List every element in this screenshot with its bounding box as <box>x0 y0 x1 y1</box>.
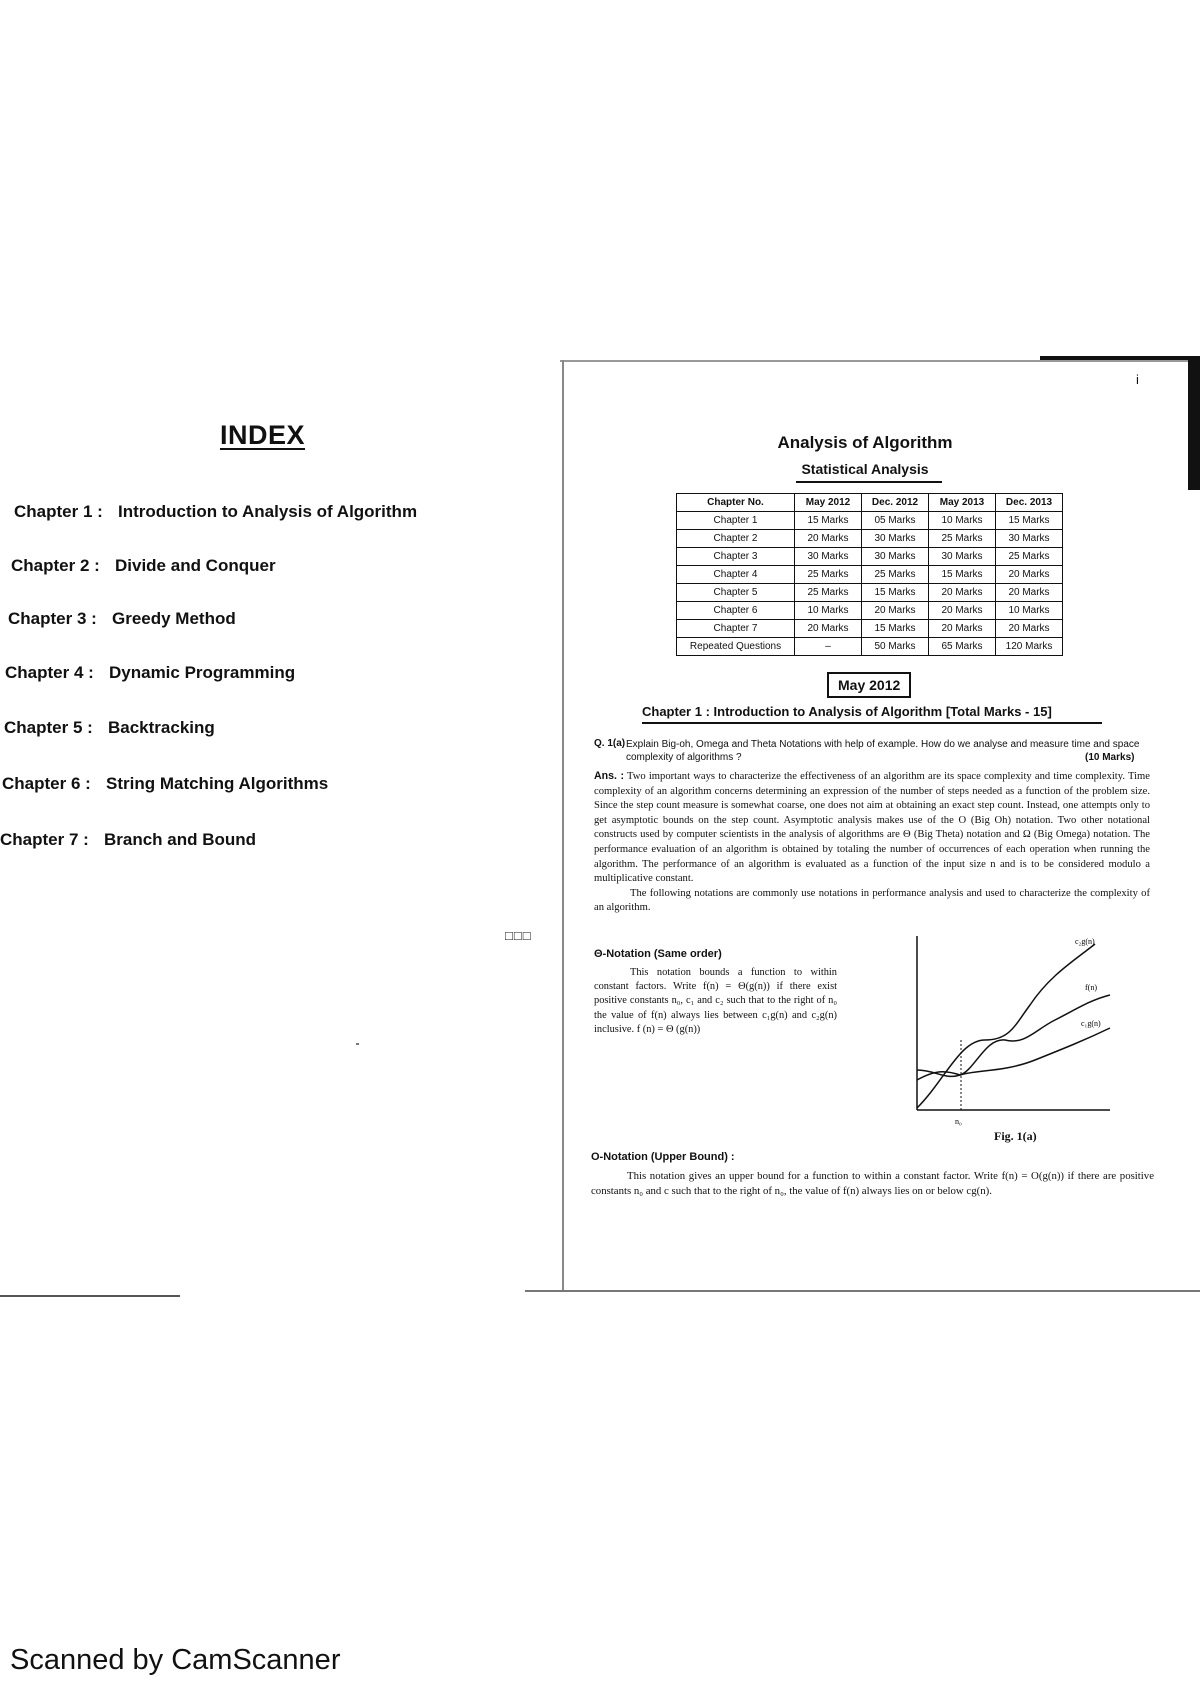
table-cell: 30 Marks <box>862 530 929 548</box>
table-cell: 15 Marks <box>929 566 996 584</box>
table-cell: 10 Marks <box>795 602 862 620</box>
scan-speck <box>356 1043 359 1045</box>
index-chapter-2[interactable] <box>11 556 276 576</box>
graph-label-top: c₂g(n) <box>1075 937 1095 946</box>
table-cell: 20 Marks <box>996 620 1063 638</box>
graph-label-n0: n₀ <box>955 1117 962 1126</box>
table-cell: Chapter 4 <box>677 566 795 584</box>
exam-session-box: May 2012 <box>827 672 911 698</box>
answer-paragraph-2: The following notations are commonly use notations in performance analysis and used to characterize the complexity of an algorithm. <box>594 887 1150 914</box>
page-right-shadow <box>1188 360 1200 490</box>
page-top-shadow <box>1040 356 1200 360</box>
table-cell: 15 Marks <box>862 620 929 638</box>
answer-block <box>594 769 1150 916</box>
table-cell: 10 Marks <box>996 602 1063 620</box>
table-cell: 20 Marks <box>795 620 862 638</box>
chapter-title: String Matching Algorithms <box>106 774 329 793</box>
table-row <box>677 638 1063 656</box>
question-label: Q. 1(a) <box>594 738 626 749</box>
chapter-title: Backtracking <box>108 718 215 737</box>
table-cell: 20 Marks <box>996 584 1063 602</box>
question-marks: (10 Marks) <box>1085 752 1135 763</box>
table-cell: 30 Marks <box>996 530 1063 548</box>
chapter-number: Chapter 3 : <box>8 609 97 628</box>
index-end-mark: □□□ <box>505 928 532 943</box>
page-bottom-rule <box>525 1290 1200 1292</box>
chapter-number: Chapter 7 : <box>0 830 89 849</box>
table-header-cell: Chapter No. <box>677 494 795 512</box>
page-subtitle: Statistical Analysis <box>801 461 929 477</box>
table-cell: 15 Marks <box>996 512 1063 530</box>
table-header-cell: May 2013 <box>929 494 996 512</box>
chapter-title: Divide and Conquer <box>115 556 276 575</box>
table-cell: Repeated Questions <box>677 638 795 656</box>
graph-curve-c1g <box>917 1028 1110 1076</box>
theta-paragraph: This notation bounds a function to within constant factors. Write f(n) = Θ(g(n)) if there exist positive constants n₀, c₁ and c₂ such that to the right of n₀ the value of f(n) always lies between c₁g(n) and c₂g(n) inclusive. f (n) = Θ (g(n)) <box>594 967 837 1035</box>
table-cell: 20 Marks <box>862 602 929 620</box>
table-cell: Chapter 7 <box>677 620 795 638</box>
chapter-title: Branch and Bound <box>104 830 257 849</box>
index-chapter-4[interactable] <box>5 663 295 683</box>
table-header-cell: May 2012 <box>795 494 862 512</box>
table-cell: 20 Marks <box>996 566 1063 584</box>
big-o-heading: O-Notation (Upper Bound) : <box>591 1151 735 1163</box>
page-title: Analysis of Algorithm <box>777 433 953 452</box>
table-cell: 15 Marks <box>795 512 862 530</box>
index-chapter-1[interactable] <box>14 502 417 522</box>
page-edge-rule <box>0 1295 180 1297</box>
table-row <box>677 620 1063 638</box>
figure-caption: Fig. 1(a) <box>994 1129 1037 1143</box>
scanner-watermark: Scanned by CamScanner <box>10 1644 341 1676</box>
table-header-cell: Dec. 2012 <box>862 494 929 512</box>
table-cell: 25 Marks <box>996 548 1063 566</box>
index-chapter-7[interactable] <box>0 830 256 850</box>
table-cell: 20 Marks <box>929 620 996 638</box>
chapter-title: Dynamic Programming <box>109 663 296 682</box>
table-header-row <box>677 494 1063 512</box>
chapter-number: Chapter 1 : <box>14 502 103 521</box>
table-cell: 10 Marks <box>929 512 996 530</box>
table-cell: 25 Marks <box>929 530 996 548</box>
answer-label: Ans. : <box>594 770 624 782</box>
chapter-heading: Chapter 1 : Introduction to Analysis of Algorithm [Total Marks - 15] <box>642 704 1052 719</box>
table-cell: 30 Marks <box>929 548 996 566</box>
theta-heading: Θ-Notation (Same order) <box>594 948 722 960</box>
chapter-title: Greedy Method <box>112 609 236 628</box>
table-cell: Chapter 5 <box>677 584 795 602</box>
chapter-number: Chapter 4 : <box>5 663 94 682</box>
table-row <box>677 602 1063 620</box>
theta-notation-graph <box>905 930 1125 1130</box>
graph-label-low: c₁g(n) <box>1081 1019 1101 1028</box>
table-cell: 25 Marks <box>795 566 862 584</box>
big-o-paragraph: This notation gives an upper bound for a function to within a constant factor. Write f(n) = O(g(n)) if there are positive constants n₀ and c such that to the right of n₀, the value of f(n) always lies on or below cg(n). <box>591 1170 1154 1197</box>
table-cell: 120 Marks <box>996 638 1063 656</box>
table-cell: 25 Marks <box>862 566 929 584</box>
index-chapter-3[interactable] <box>8 609 236 629</box>
index-title: INDEX <box>220 420 306 450</box>
chapter-number: Chapter 5 : <box>4 718 93 737</box>
table-row <box>677 566 1063 584</box>
table-row <box>677 512 1063 530</box>
table-cell: Chapter 3 <box>677 548 795 566</box>
index-chapter-5[interactable] <box>4 718 215 738</box>
subtitle-underline <box>796 481 942 483</box>
table-row <box>677 584 1063 602</box>
table-cell: Chapter 1 <box>677 512 795 530</box>
theta-body <box>594 966 837 1037</box>
page-top-rule <box>560 360 1200 362</box>
chapter-number: Chapter 2 : <box>11 556 100 575</box>
question-text: Explain Big-oh, Omega and Theta Notations with help of example. How do we analyse and measure time and space complexity of algorithms ? <box>626 739 1140 763</box>
table-cell: 20 Marks <box>929 602 996 620</box>
table-cell: 15 Marks <box>862 584 929 602</box>
table-cell: 50 Marks <box>862 638 929 656</box>
big-o-body <box>591 1169 1154 1198</box>
table-cell: 30 Marks <box>795 548 862 566</box>
table-cell: 65 Marks <box>929 638 996 656</box>
table-cell: 20 Marks <box>795 530 862 548</box>
table-cell: – <box>795 638 862 656</box>
table-cell: Chapter 6 <box>677 602 795 620</box>
table-cell: 30 Marks <box>862 548 929 566</box>
table-row <box>677 530 1063 548</box>
table-cell: Chapter 2 <box>677 530 795 548</box>
table-cell: 05 Marks <box>862 512 929 530</box>
page-left-edge <box>562 360 564 1290</box>
page-number: i <box>1136 372 1139 387</box>
table-header-cell: Dec. 2013 <box>996 494 1063 512</box>
table-cell: 20 Marks <box>929 584 996 602</box>
answer-paragraph-1: Two important ways to characterize the effectiveness of an algorithm are its space complexity and time complexity. Time complexity of an algorithm concerns determining an expression of the number of steps needed as a function of the problem size. Since the step count measure is somewhat coarse, one does not aim at obtaining an exact step count. Instead, one attempts only to get asymptotic bounds on the step count. Asymptotic analysis makes use of the O (Big Oh) notation. Two other notational constructs used by computer scientists in the analysis of algorithms are Θ (Big Theta) notation and Ω (Big Omega) notation. The performance evaluation of an algorithm is obtained by totaling the number of occurrences of each operation when running the algorithm. The performance of an algorithm is evaluated as a function of the input size n and is to be considered modulo a multiplicative constant. <box>594 771 1150 885</box>
graph-curve-c2g <box>917 944 1095 1108</box>
index-chapter-6[interactable] <box>2 774 328 794</box>
graph-label-mid: f(n) <box>1085 983 1097 992</box>
table-cell: 25 Marks <box>795 584 862 602</box>
table-row <box>677 548 1063 566</box>
statistical-analysis-table <box>676 493 1063 656</box>
chapter-title: Introduction to Analysis of Algorithm <box>118 502 418 521</box>
chapter-heading-underline <box>642 722 1102 724</box>
chapter-number: Chapter 6 : <box>2 774 91 793</box>
